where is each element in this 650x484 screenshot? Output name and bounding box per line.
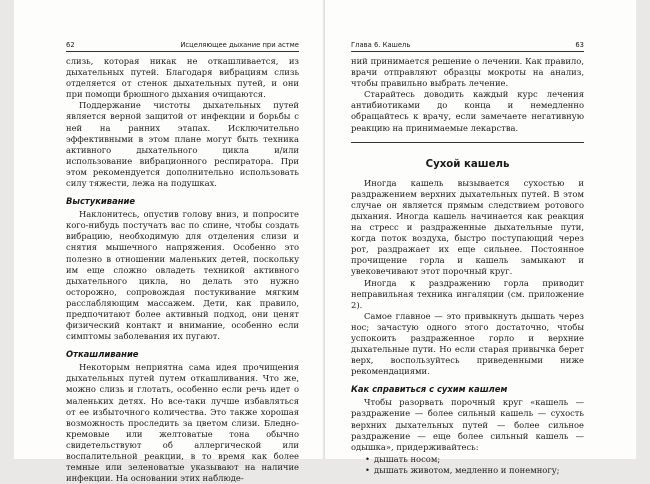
paragraph: Самое главное — это привыкнуть дышать через нос; зачастую одного этого достаточно, чтобы успокоить раздраженное горло и верхние дыхательные пути. Но если старая привычка берет верх, воспользуйтесь приведенными ниже рекомендациями. bbox=[351, 310, 584, 377]
right-running-head bbox=[351, 41, 584, 52]
subhead-tapping: Выстукивание bbox=[66, 196, 136, 207]
paragraph: Иногда кашель вызывается сухостью и раздражением верхних дыхательных путей. В этом случае он является прямым следствием ротового дыхания. Иногда кашель начинается как реакция на стресс и раздраженные дыхательные пути, когда поток воздуха, быстро поступающий через рот, раздражает их еще сильнее. Постоянное прочищение горла и кашель замыкают и увековечивают этот порочный круг. bbox=[351, 177, 584, 277]
subhead-expectoration: Откашливание bbox=[66, 349, 139, 360]
paragraph: слизь, которая никак не откашливается, из дыхательных путей. Благодаря вибрациям слизь отделяется от стенок дыхательных путей, и они при помощи брюшного дыхания очищаются. bbox=[66, 56, 299, 100]
section-divider bbox=[351, 142, 584, 143]
section-title: Сухой кашель bbox=[425, 158, 510, 170]
paragraph: Наклонитесь, опустив голову вниз, и попросите кого-нибудь постучать вас по спине, чтобы создать вибрацию, необходимую для отделения слизи и снятия мышечного напряжения. Особенно это полезно в отношении маленьких детей, поскольку им еще сложно овладеть техникой активного дыхательного цикла, но делать это нужно осторожно, сопровождая постукивание мягким расслабляющим массажем. Дети, как правило, предпочитают более активный подход, они ценят физический контакт и внимание, особенно если симптомы заболевания их пугают. bbox=[66, 209, 299, 342]
right-body bbox=[351, 56, 584, 476]
right-page-number: 63 bbox=[575, 41, 584, 49]
left-page bbox=[14, 0, 325, 484]
list-item: • дышать животом, медленно и понемногу; bbox=[365, 465, 584, 476]
left-running-title: Исцеляющее дыхание при астме bbox=[180, 41, 299, 49]
right-page bbox=[325, 0, 636, 475]
subhead-dry-cough: Как справиться с сухим кашлем bbox=[351, 384, 508, 395]
paragraph: ний принимается решение о лечении. Как правило, врачи отправляют образцы мокроты на анализ, чтобы правильно выбрать лечение. bbox=[351, 56, 584, 89]
paragraph: Поддержание чистоты дыхательных путей является верной защитой от инфекции и борьбы с ней на ранних этапах. Исключительно эффективными в этом плане могут быть техника активного дыхательного цикла и/или использование вибрационного респиратора. При этом рекомендуется дополнительно использовать силу тяжести, лежа на подушках. bbox=[66, 100, 299, 189]
paragraph: Чтобы разорвать порочный круг «кашель — раздражение — более сильный кашель — сухость верхних дыхательных путей — более сильное раздражение — еще более сильный кашель — одышка», придерживайтесь: bbox=[351, 397, 584, 452]
list-item: • дышать носом; bbox=[365, 454, 584, 465]
left-running-head bbox=[66, 41, 299, 52]
right-running-title: Глава 6. Кашель bbox=[351, 41, 411, 49]
paragraph: Старайтесь доводить каждый курс лечения антибиотиками до конца и немедленно обращайтесь к врачу, если замечаете негативную реакцию на принимаемые лекарства. bbox=[351, 89, 584, 133]
paragraph: Иногда к раздражению горла приводит неправильная техника ингаляции (см. приложение 2). bbox=[351, 277, 584, 310]
bullet-list bbox=[351, 454, 584, 476]
left-page-number: 62 bbox=[66, 41, 75, 49]
paragraph: Некоторым неприятна сама идея прочищения дыхательных путей путем откашливания. Что же, можно слизь и глотать, особенно если речь идет о маленьких детях. Но все-таки лучше избавляться от ее избыточного количества. Это также хорошая возможность проследить за цветом слизи. Бледно-кремовые или желтоватые тона обычно свидетельствуют об аллергической или воспалительной реакции, в то время как более темные или зеленоватые указывают на наличие инфекции. На основании этих наблюде- bbox=[66, 362, 299, 484]
left-body bbox=[66, 56, 299, 484]
